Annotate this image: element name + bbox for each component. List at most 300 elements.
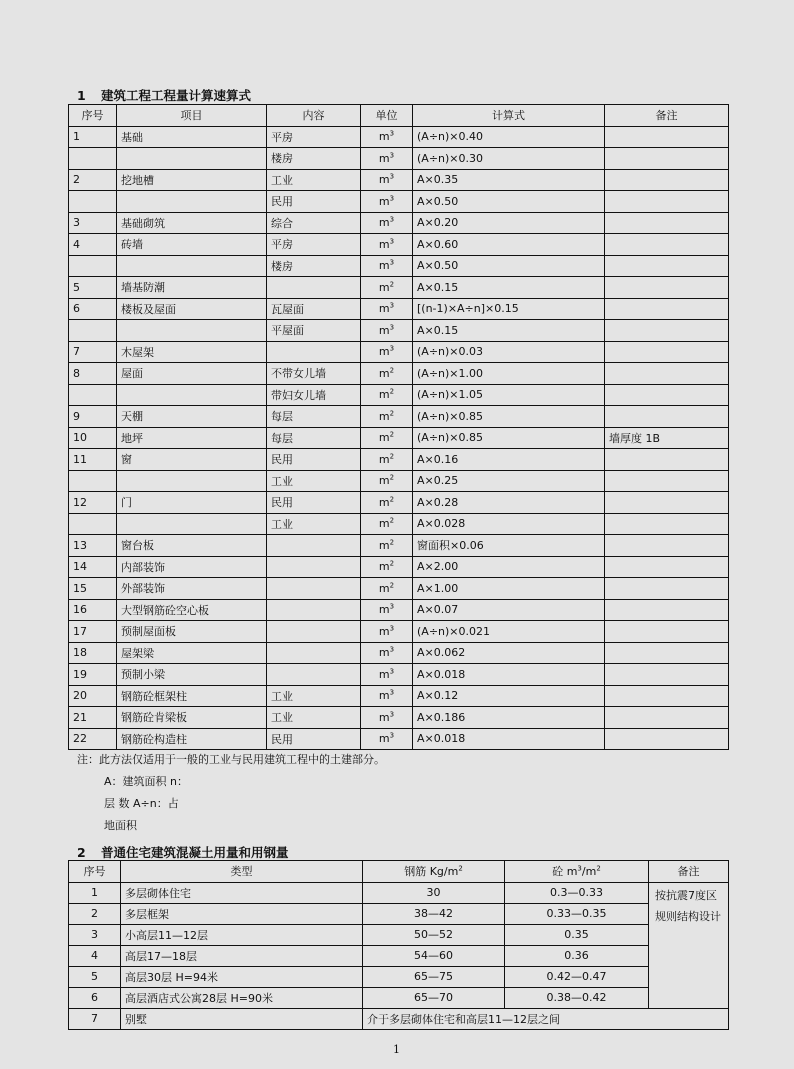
cell-item: 基础 (117, 126, 267, 148)
cell-item: 外部装饰 (117, 578, 267, 600)
cell-unit (361, 148, 413, 170)
table-row (69, 126, 729, 148)
header-steel-label: 钢筋 Kg/m (404, 865, 459, 879)
cell-content: 民用 (267, 728, 361, 750)
cell-unit (361, 277, 413, 299)
unit-exponent: 2 (389, 473, 395, 482)
cell-remark (605, 578, 729, 600)
cell-remark (605, 621, 729, 643)
cell-no: 3 (69, 212, 117, 234)
cell-content (267, 642, 361, 664)
cell-no: 4 (69, 234, 117, 256)
cell-item: 预制小梁 (117, 664, 267, 686)
unit-exponent: 2 (389, 581, 395, 590)
calc-formula-table (68, 104, 729, 750)
cell-concrete: 0.38—0.42 (505, 987, 649, 1008)
unit-exponent: 3 (389, 602, 395, 611)
cell-content: 综合 (267, 212, 361, 234)
cell-no: 13 (69, 535, 117, 557)
cell-unit (361, 685, 413, 707)
cell-no: 20 (69, 685, 117, 707)
cell-formula: (A÷n)×0.40 (413, 126, 605, 148)
cell-remark (605, 492, 729, 514)
unit-label: m (378, 474, 390, 488)
cell-unit (361, 728, 413, 750)
cell-unit (361, 707, 413, 729)
cell-item (117, 255, 267, 277)
cell-steel: 54—60 (363, 945, 505, 966)
cell-formula: A×0.15 (413, 277, 605, 299)
cell-no: 16 (69, 599, 117, 621)
unit-exponent: 3 (389, 172, 395, 181)
table-row (69, 707, 729, 729)
unit-exponent: 3 (389, 194, 395, 203)
cell-concrete: 0.33—0.35 (505, 903, 649, 924)
note-area-definition: A：建筑面积 n： (104, 775, 188, 788)
unit-exponent: 2 (389, 516, 395, 525)
unit-label: m (378, 560, 390, 574)
unit-label: m (378, 130, 390, 144)
cell-unit (361, 341, 413, 363)
cell-unit (361, 126, 413, 148)
cell-remark (605, 341, 729, 363)
cell-item: 地坪 (117, 427, 267, 449)
cell-content: 民用 (267, 449, 361, 471)
cell-no (69, 191, 117, 213)
cell-no: 2 (69, 903, 121, 924)
cell-remark (605, 470, 729, 492)
cell-no (69, 148, 117, 170)
cell-remark (605, 685, 729, 707)
unit-exponent: 3 (389, 645, 395, 654)
header-concrete-mid: /m (581, 865, 597, 879)
unit-label: m (378, 646, 390, 660)
cell-concrete: 0.36 (505, 945, 649, 966)
table-row (69, 234, 729, 256)
cell-content (267, 277, 361, 299)
header-unit: 单位 (361, 105, 413, 127)
concrete-steel-table (68, 860, 729, 1030)
cell-remark (605, 363, 729, 385)
unit-exponent: 2 (389, 387, 395, 396)
table-row (69, 903, 729, 924)
cell-no: 9 (69, 406, 117, 428)
unit-label: m (378, 216, 390, 230)
unit-label: m (378, 517, 390, 531)
cell-formula: A×0.018 (413, 664, 605, 686)
unit-label: m (378, 366, 390, 380)
cell-formula: A×0.25 (413, 470, 605, 492)
cell-item: 钢筋砼构造柱 (117, 728, 267, 750)
table-row (69, 599, 729, 621)
cell-unit (361, 298, 413, 320)
cell-no: 21 (69, 707, 117, 729)
cell-unit (361, 599, 413, 621)
cell-no: 14 (69, 556, 117, 578)
cell-content (267, 599, 361, 621)
section2-number: 2 (77, 845, 86, 860)
cell-item: 基础砌筑 (117, 212, 267, 234)
cell-no: 11 (69, 449, 117, 471)
cell-remark (605, 535, 729, 557)
cell-item: 预制屋面板 (117, 621, 267, 643)
cell-formula: A×0.186 (413, 707, 605, 729)
cell-remark (605, 212, 729, 234)
cell-formula: [(n-1)×A÷n]×0.15 (413, 298, 605, 320)
table-row (69, 1008, 729, 1029)
cell-content: 每层 (267, 406, 361, 428)
unit-exponent: 2 (389, 430, 395, 439)
cell-remark (605, 556, 729, 578)
unit-exponent: 2 (389, 409, 395, 418)
header-remark: 备注 (605, 105, 729, 127)
table-row (69, 621, 729, 643)
unit-label: m (378, 259, 390, 273)
unit-exponent: 3 (389, 129, 395, 138)
cell-remark (605, 599, 729, 621)
cell-content (267, 341, 361, 363)
cell-formula: A×0.15 (413, 320, 605, 342)
cell-no: 5 (69, 277, 117, 299)
cell-content (267, 556, 361, 578)
cell-item: 钢筋砼肯梁板 (117, 707, 267, 729)
header-steel (363, 861, 505, 883)
cell-no: 8 (69, 363, 117, 385)
cell-no (69, 384, 117, 406)
cell-no (69, 255, 117, 277)
cell-formula: A×0.07 (413, 599, 605, 621)
cell-remark (605, 449, 729, 471)
table-row (69, 685, 729, 707)
header-remark: 备注 (649, 861, 729, 883)
cell-unit (361, 169, 413, 191)
cell-item: 挖地槽 (117, 169, 267, 191)
cell-formula: A×0.50 (413, 255, 605, 277)
cell-formula: A×0.018 (413, 728, 605, 750)
cell-remark (605, 728, 729, 750)
table1-note: 注：此方法仅适用于一般的工业与民用建筑工程中的土建部分。 (77, 753, 385, 766)
unit-label: m (378, 173, 390, 187)
cell-remark: 按抗震7度区规则结构设计 (649, 882, 729, 1008)
table-row (69, 363, 729, 385)
header-steel-exp: 2 (458, 864, 463, 873)
unit-label: m (378, 667, 390, 681)
cell-content: 带妇女儿墙 (267, 384, 361, 406)
cell-steel: 65—70 (363, 987, 505, 1008)
cell-type: 高层17—18层 (121, 945, 363, 966)
unit-exponent: 3 (389, 731, 395, 740)
cell-unit (361, 642, 413, 664)
cell-item: 屋架梁 (117, 642, 267, 664)
unit-exponent: 3 (389, 624, 395, 633)
table-row (69, 212, 729, 234)
header-no: 序号 (69, 861, 121, 883)
unit-label: m (378, 624, 390, 638)
cell-concrete: 0.35 (505, 924, 649, 945)
cell-remark (605, 277, 729, 299)
cell-item: 楼板及屋面 (117, 298, 267, 320)
cell-type: 别墅 (121, 1008, 363, 1029)
unit-label: m (378, 194, 390, 208)
cell-type: 多层框架 (121, 903, 363, 924)
cell-formula: (A÷n)×1.05 (413, 384, 605, 406)
cell-no: 2 (69, 169, 117, 191)
table-row (69, 298, 729, 320)
section2-title (77, 843, 289, 861)
cell-content: 民用 (267, 492, 361, 514)
cell-content: 楼房 (267, 148, 361, 170)
unit-exponent: 3 (389, 667, 395, 676)
table-row (69, 513, 729, 535)
page-number: 1 (393, 1043, 400, 1056)
unit-exponent: 3 (389, 710, 395, 719)
cell-formula: A×2.00 (413, 556, 605, 578)
cell-content: 工业 (267, 169, 361, 191)
table-row (69, 470, 729, 492)
cell-item (117, 320, 267, 342)
cell-formula: (A÷n)×1.00 (413, 363, 605, 385)
header-concrete (505, 861, 649, 883)
cell-item (117, 513, 267, 535)
unit-label: m (378, 151, 390, 165)
cell-content: 工业 (267, 707, 361, 729)
table-header-row (69, 861, 729, 883)
cell-remark (605, 169, 729, 191)
cell-formula: A×0.20 (413, 212, 605, 234)
header-type: 类型 (121, 861, 363, 883)
table-row (69, 341, 729, 363)
cell-remark (605, 707, 729, 729)
table-row (69, 924, 729, 945)
table-row (69, 945, 729, 966)
table-row (69, 427, 729, 449)
table-row (69, 642, 729, 664)
cell-formula: A×0.28 (413, 492, 605, 514)
cell-no: 22 (69, 728, 117, 750)
cell-content (267, 621, 361, 643)
unit-label: m (378, 452, 390, 466)
cell-unit (361, 621, 413, 643)
cell-formula: A×0.062 (413, 642, 605, 664)
cell-content: 楼房 (267, 255, 361, 277)
cell-item: 大型钢筋砼空心板 (117, 599, 267, 621)
cell-content: 工业 (267, 685, 361, 707)
cell-unit (361, 234, 413, 256)
cell-unit (361, 470, 413, 492)
cell-unit (361, 363, 413, 385)
table-header-row (69, 105, 729, 127)
cell-steel: 65—75 (363, 966, 505, 987)
table-row (69, 556, 729, 578)
cell-no: 18 (69, 642, 117, 664)
cell-item: 砖墙 (117, 234, 267, 256)
cell-item: 内部装饰 (117, 556, 267, 578)
cell-content: 平房 (267, 126, 361, 148)
unit-label: m (378, 323, 390, 337)
unit-label: m (378, 388, 390, 402)
cell-remark (605, 255, 729, 277)
header-concrete-exp1: 3 (577, 864, 582, 873)
cell-unit (361, 449, 413, 471)
cell-remark (605, 513, 729, 535)
cell-item (117, 384, 267, 406)
cell-remark (605, 406, 729, 428)
cell-formula: A×0.028 (413, 513, 605, 535)
cell-no: 1 (69, 882, 121, 903)
cell-no (69, 320, 117, 342)
cell-no: 3 (69, 924, 121, 945)
unit-label: m (378, 495, 390, 509)
unit-label: m (378, 603, 390, 617)
cell-content: 每层 (267, 427, 361, 449)
cell-no: 6 (69, 298, 117, 320)
unit-exponent: 3 (389, 151, 395, 160)
table-row (69, 255, 729, 277)
cell-no: 7 (69, 1008, 121, 1029)
cell-item: 天棚 (117, 406, 267, 428)
cell-type: 小高层11—12层 (121, 924, 363, 945)
unit-exponent: 2 (389, 366, 395, 375)
cell-no: 1 (69, 126, 117, 148)
cell-remark (605, 642, 729, 664)
cell-concrete: 0.3—0.33 (505, 882, 649, 903)
header-no: 序号 (69, 105, 117, 127)
unit-exponent: 3 (389, 215, 395, 224)
cell-no: 17 (69, 621, 117, 643)
unit-exponent: 3 (389, 323, 395, 332)
cell-formula: (A÷n)×0.021 (413, 621, 605, 643)
unit-label: m (378, 409, 390, 423)
cell-unit (361, 384, 413, 406)
unit-exponent: 2 (389, 452, 395, 461)
cell-content: 工业 (267, 513, 361, 535)
cell-remark (605, 298, 729, 320)
cell-item: 木屋架 (117, 341, 267, 363)
cell-no: 6 (69, 987, 121, 1008)
unit-exponent: 3 (389, 688, 395, 697)
cell-formula: (A÷n)×0.85 (413, 406, 605, 428)
cell-content: 瓦屋面 (267, 298, 361, 320)
cell-content (267, 578, 361, 600)
cell-remark (605, 148, 729, 170)
cell-unit (361, 556, 413, 578)
cell-type: 高层30层 H=94米 (121, 966, 363, 987)
cell-item (117, 148, 267, 170)
cell-no: 5 (69, 966, 121, 987)
table-row (69, 384, 729, 406)
cell-content: 工业 (267, 470, 361, 492)
note-floor-area: 地面积 (104, 819, 137, 832)
unit-label: m (378, 280, 390, 294)
cell-unit (361, 191, 413, 213)
cell-formula: A×0.16 (413, 449, 605, 471)
cell-merged-note: 介于多层砌体住宅和高层11—12层之间 (363, 1008, 729, 1029)
cell-unit (361, 664, 413, 686)
table-row (69, 449, 729, 471)
table-row (69, 169, 729, 191)
cell-formula: 窗面积×0.06 (413, 535, 605, 557)
header-concrete-label: 砼 m (552, 865, 578, 879)
unit-label: m (378, 538, 390, 552)
cell-item: 屋面 (117, 363, 267, 385)
table-row (69, 728, 729, 750)
unit-exponent: 3 (389, 344, 395, 353)
header-concrete-exp2: 2 (596, 864, 601, 873)
cell-steel: 38—42 (363, 903, 505, 924)
cell-content: 不带女儿墙 (267, 363, 361, 385)
section2-title-text: 普通住宅建筑混凝土用量和用钢量 (101, 845, 289, 860)
note-floors-definition: 层 数 A÷n：占 (104, 797, 179, 810)
cell-unit (361, 427, 413, 449)
cell-unit (361, 492, 413, 514)
cell-item: 门 (117, 492, 267, 514)
unit-exponent: 2 (389, 559, 395, 568)
cell-remark (605, 664, 729, 686)
cell-item: 窗台板 (117, 535, 267, 557)
cell-remark (605, 191, 729, 213)
cell-unit (361, 212, 413, 234)
unit-label: m (378, 710, 390, 724)
unit-label: m (378, 237, 390, 251)
cell-content: 民用 (267, 191, 361, 213)
table-row (69, 492, 729, 514)
cell-formula: (A÷n)×0.03 (413, 341, 605, 363)
cell-no: 10 (69, 427, 117, 449)
cell-steel: 50—52 (363, 924, 505, 945)
cell-formula: A×0.35 (413, 169, 605, 191)
cell-unit (361, 406, 413, 428)
unit-label: m (378, 732, 390, 746)
cell-no: 15 (69, 578, 117, 600)
table-row (69, 191, 729, 213)
table-row (69, 966, 729, 987)
unit-label: m (378, 431, 390, 445)
unit-exponent: 2 (389, 538, 395, 547)
section1-title-text: 建筑工程工程量计算速算式 (101, 88, 252, 103)
section1-number: 1 (77, 88, 86, 103)
cell-concrete: 0.42—0.47 (505, 966, 649, 987)
cell-formula: (A÷n)×0.30 (413, 148, 605, 170)
cell-remark (605, 126, 729, 148)
cell-content: 平房 (267, 234, 361, 256)
cell-formula: A×0.50 (413, 191, 605, 213)
unit-exponent: 2 (389, 280, 395, 289)
unit-exponent: 3 (389, 258, 395, 267)
cell-no: 12 (69, 492, 117, 514)
unit-label: m (378, 581, 390, 595)
table-row (69, 535, 729, 557)
cell-item: 窗 (117, 449, 267, 471)
cell-item (117, 470, 267, 492)
cell-formula: A×1.00 (413, 578, 605, 600)
table-row (69, 578, 729, 600)
table-row (69, 320, 729, 342)
unit-label: m (378, 345, 390, 359)
unit-exponent: 2 (389, 495, 395, 504)
unit-exponent: 3 (389, 237, 395, 246)
table-row (69, 664, 729, 686)
cell-remark (605, 234, 729, 256)
table-row (69, 882, 729, 903)
cell-remark: 墙厚度 1B (605, 427, 729, 449)
unit-exponent: 3 (389, 301, 395, 310)
table-row (69, 987, 729, 1008)
cell-remark (605, 320, 729, 342)
cell-content (267, 664, 361, 686)
cell-unit (361, 320, 413, 342)
unit-label: m (378, 689, 390, 703)
table-row (69, 148, 729, 170)
